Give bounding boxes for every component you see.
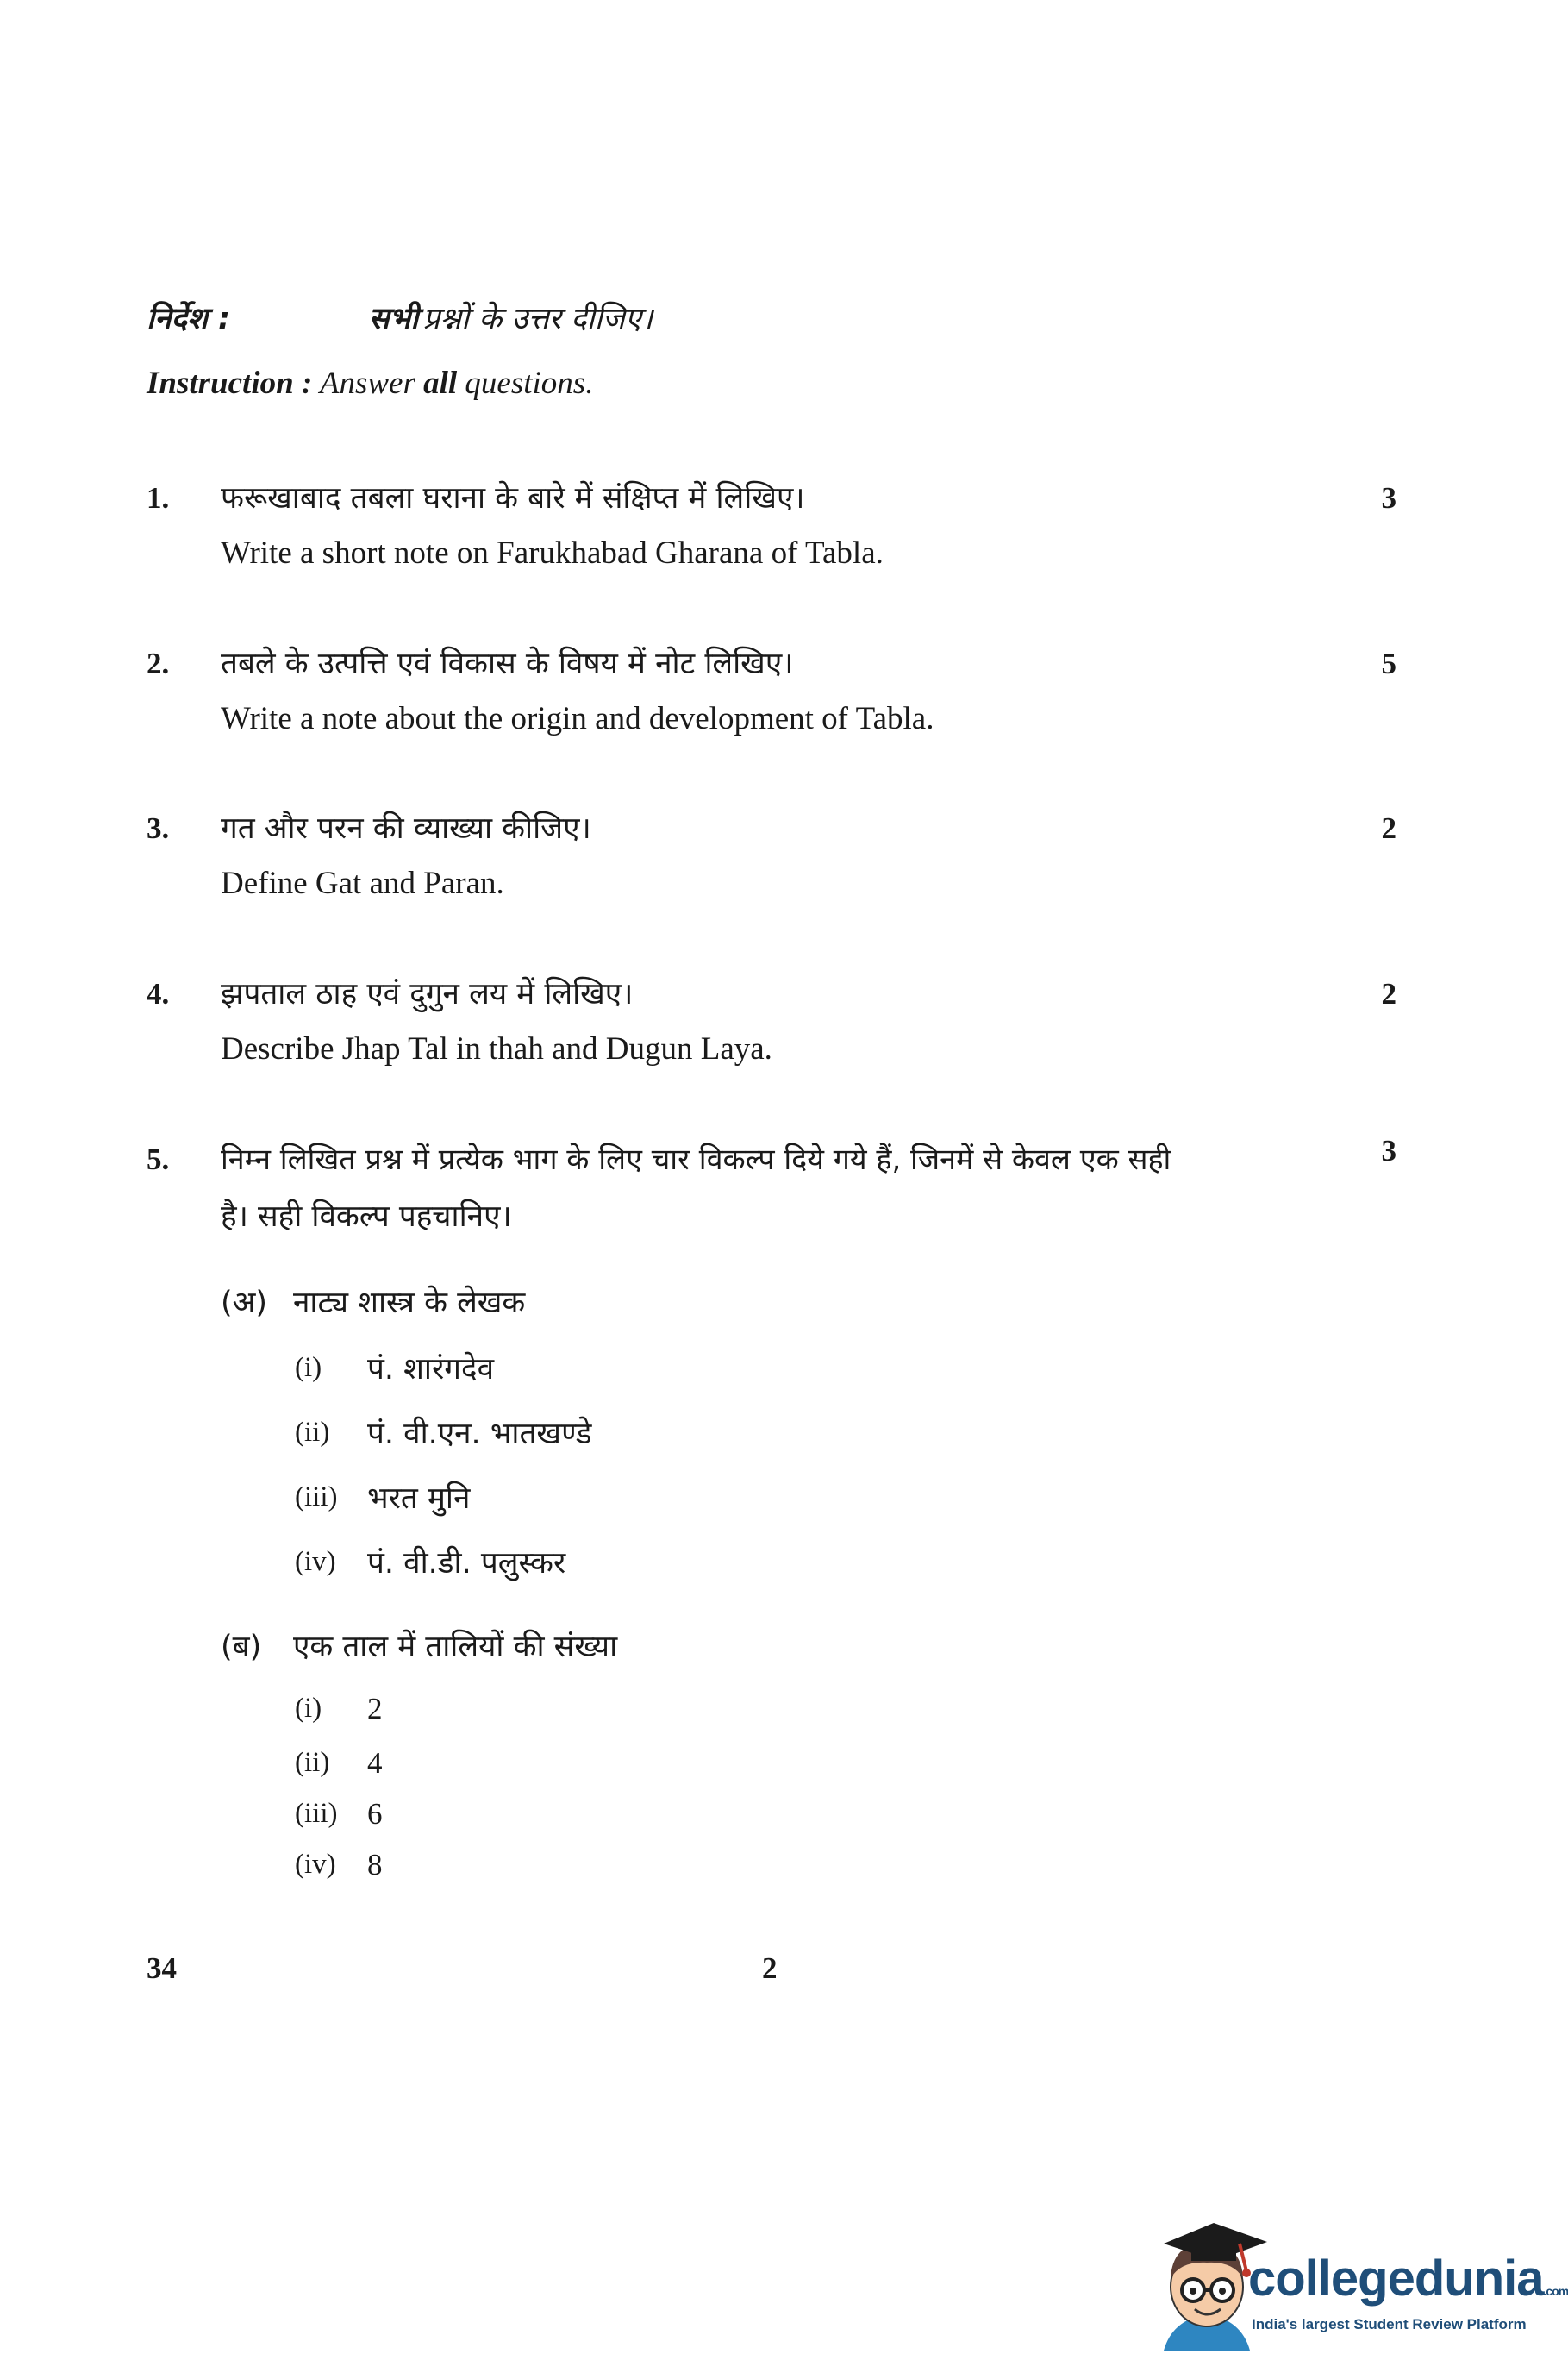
instruction-english-post: questions.	[465, 366, 594, 401]
subpart-a-text: नाट्य शास्त्र के लेखक	[293, 1286, 526, 1320]
subpart-a-option-3-number: (iii)	[295, 1481, 338, 1512]
collegedunia-suffix: .com	[1543, 2284, 1568, 2298]
instruction-english-emphasis: all	[423, 366, 458, 401]
question-2-number: 2.	[147, 647, 170, 680]
question-3-marks: 2	[1381, 811, 1396, 845]
instruction-english	[147, 365, 593, 402]
question-2-hindi: तबले के उत्पत्ति एवं विकास के विषय में नोट लिखिए।	[221, 647, 794, 681]
subpart-a-option-3-text: भरत मुनि	[367, 1481, 471, 1516]
instruction-hindi-text: प्रश्नों के उत्तर दीजिए।	[422, 302, 653, 336]
instruction-hindi-emphasis: सभी	[369, 302, 419, 336]
question-3-number: 3.	[147, 811, 170, 845]
subpart-b-option-3-text: 6	[367, 1797, 383, 1831]
subpart-b-option-4-text: 8	[367, 1848, 383, 1881]
question-1-marks: 3	[1381, 481, 1396, 515]
subpart-a-option-1-number: (i)	[295, 1352, 322, 1383]
question-2-english: Write a note about the origin and development of Tabla.	[221, 701, 934, 736]
question-4-number: 4.	[147, 977, 170, 1011]
subpart-b-label: (ब)	[221, 1630, 262, 1664]
question-5-hindi-line1: निम्न लिखित प्रश्न में प्रत्येक भाग के लिए चार विकल्प दिये गये हैं, जिनमें से केवल एक सही	[221, 1143, 1171, 1177]
page-number: 2	[762, 1951, 778, 1985]
question-4-marks: 2	[1381, 977, 1396, 1011]
subpart-a-option-4-number: (iv)	[295, 1546, 336, 1577]
paper-code: 34	[147, 1951, 177, 1985]
subpart-b-option-3-number: (iii)	[295, 1798, 338, 1829]
question-5-marks: 3	[1381, 1134, 1396, 1168]
question-4-hindi: झपताल ठाह एवं दुगुन लय में लिखिए।	[221, 977, 634, 1011]
subpart-a-option-2-number: (ii)	[295, 1417, 330, 1448]
question-1-hindi: फरूखाबाद तबला घराना के बारे में संक्षिप्त में लिखिए।	[221, 481, 805, 516]
question-1-english: Write a short note on Farukhabad Gharana of Tabla.	[221, 535, 884, 571]
instruction-hindi	[369, 297, 653, 338]
subpart-a-option-2-text: पं. वी.एन. भातखण्डे	[367, 1417, 592, 1451]
question-3-english: Define Gat and Paran.	[221, 866, 504, 901]
question-1-number: 1.	[147, 481, 170, 515]
subpart-b-option-1-number: (i)	[295, 1693, 322, 1724]
question-5-number: 5.	[147, 1143, 170, 1176]
collegedunia-tagline: India's largest Student Review Platform	[1252, 2316, 1527, 2332]
question-5-hindi-line2: है। सही विकल्प पहचानिए।	[221, 1199, 512, 1234]
collegedunia-wordmark: collegedunia	[1248, 2251, 1544, 2307]
collegedunia-logo-name	[1248, 2250, 1568, 2307]
subpart-a-label: (अ)	[221, 1286, 268, 1320]
instruction-english-pre: Answer	[319, 366, 415, 401]
instruction-english-label: Instruction :	[147, 366, 313, 401]
subpart-b-option-1-text: 2	[367, 1692, 383, 1725]
instruction-hindi-label: निर्देश :	[147, 302, 231, 336]
subpart-b-text: एक ताल में तालियों की संख्या	[293, 1630, 618, 1664]
subpart-b-option-2-number: (ii)	[295, 1747, 330, 1778]
subpart-b-option-4-number: (iv)	[295, 1849, 336, 1880]
subpart-b-option-2-text: 4	[367, 1746, 383, 1780]
subpart-a-option-1-text: पं. शारंगदेव	[367, 1352, 495, 1387]
question-3-hindi: गत और परन की व्याख्या कीजिए।	[221, 811, 591, 846]
question-4-english: Describe Jhap Tal in thah and Dugun Laya.	[221, 1031, 772, 1067]
question-2-marks: 5	[1381, 647, 1396, 680]
subpart-a-option-4-text: पं. वी.डी. पलुस्कर	[367, 1546, 566, 1581]
